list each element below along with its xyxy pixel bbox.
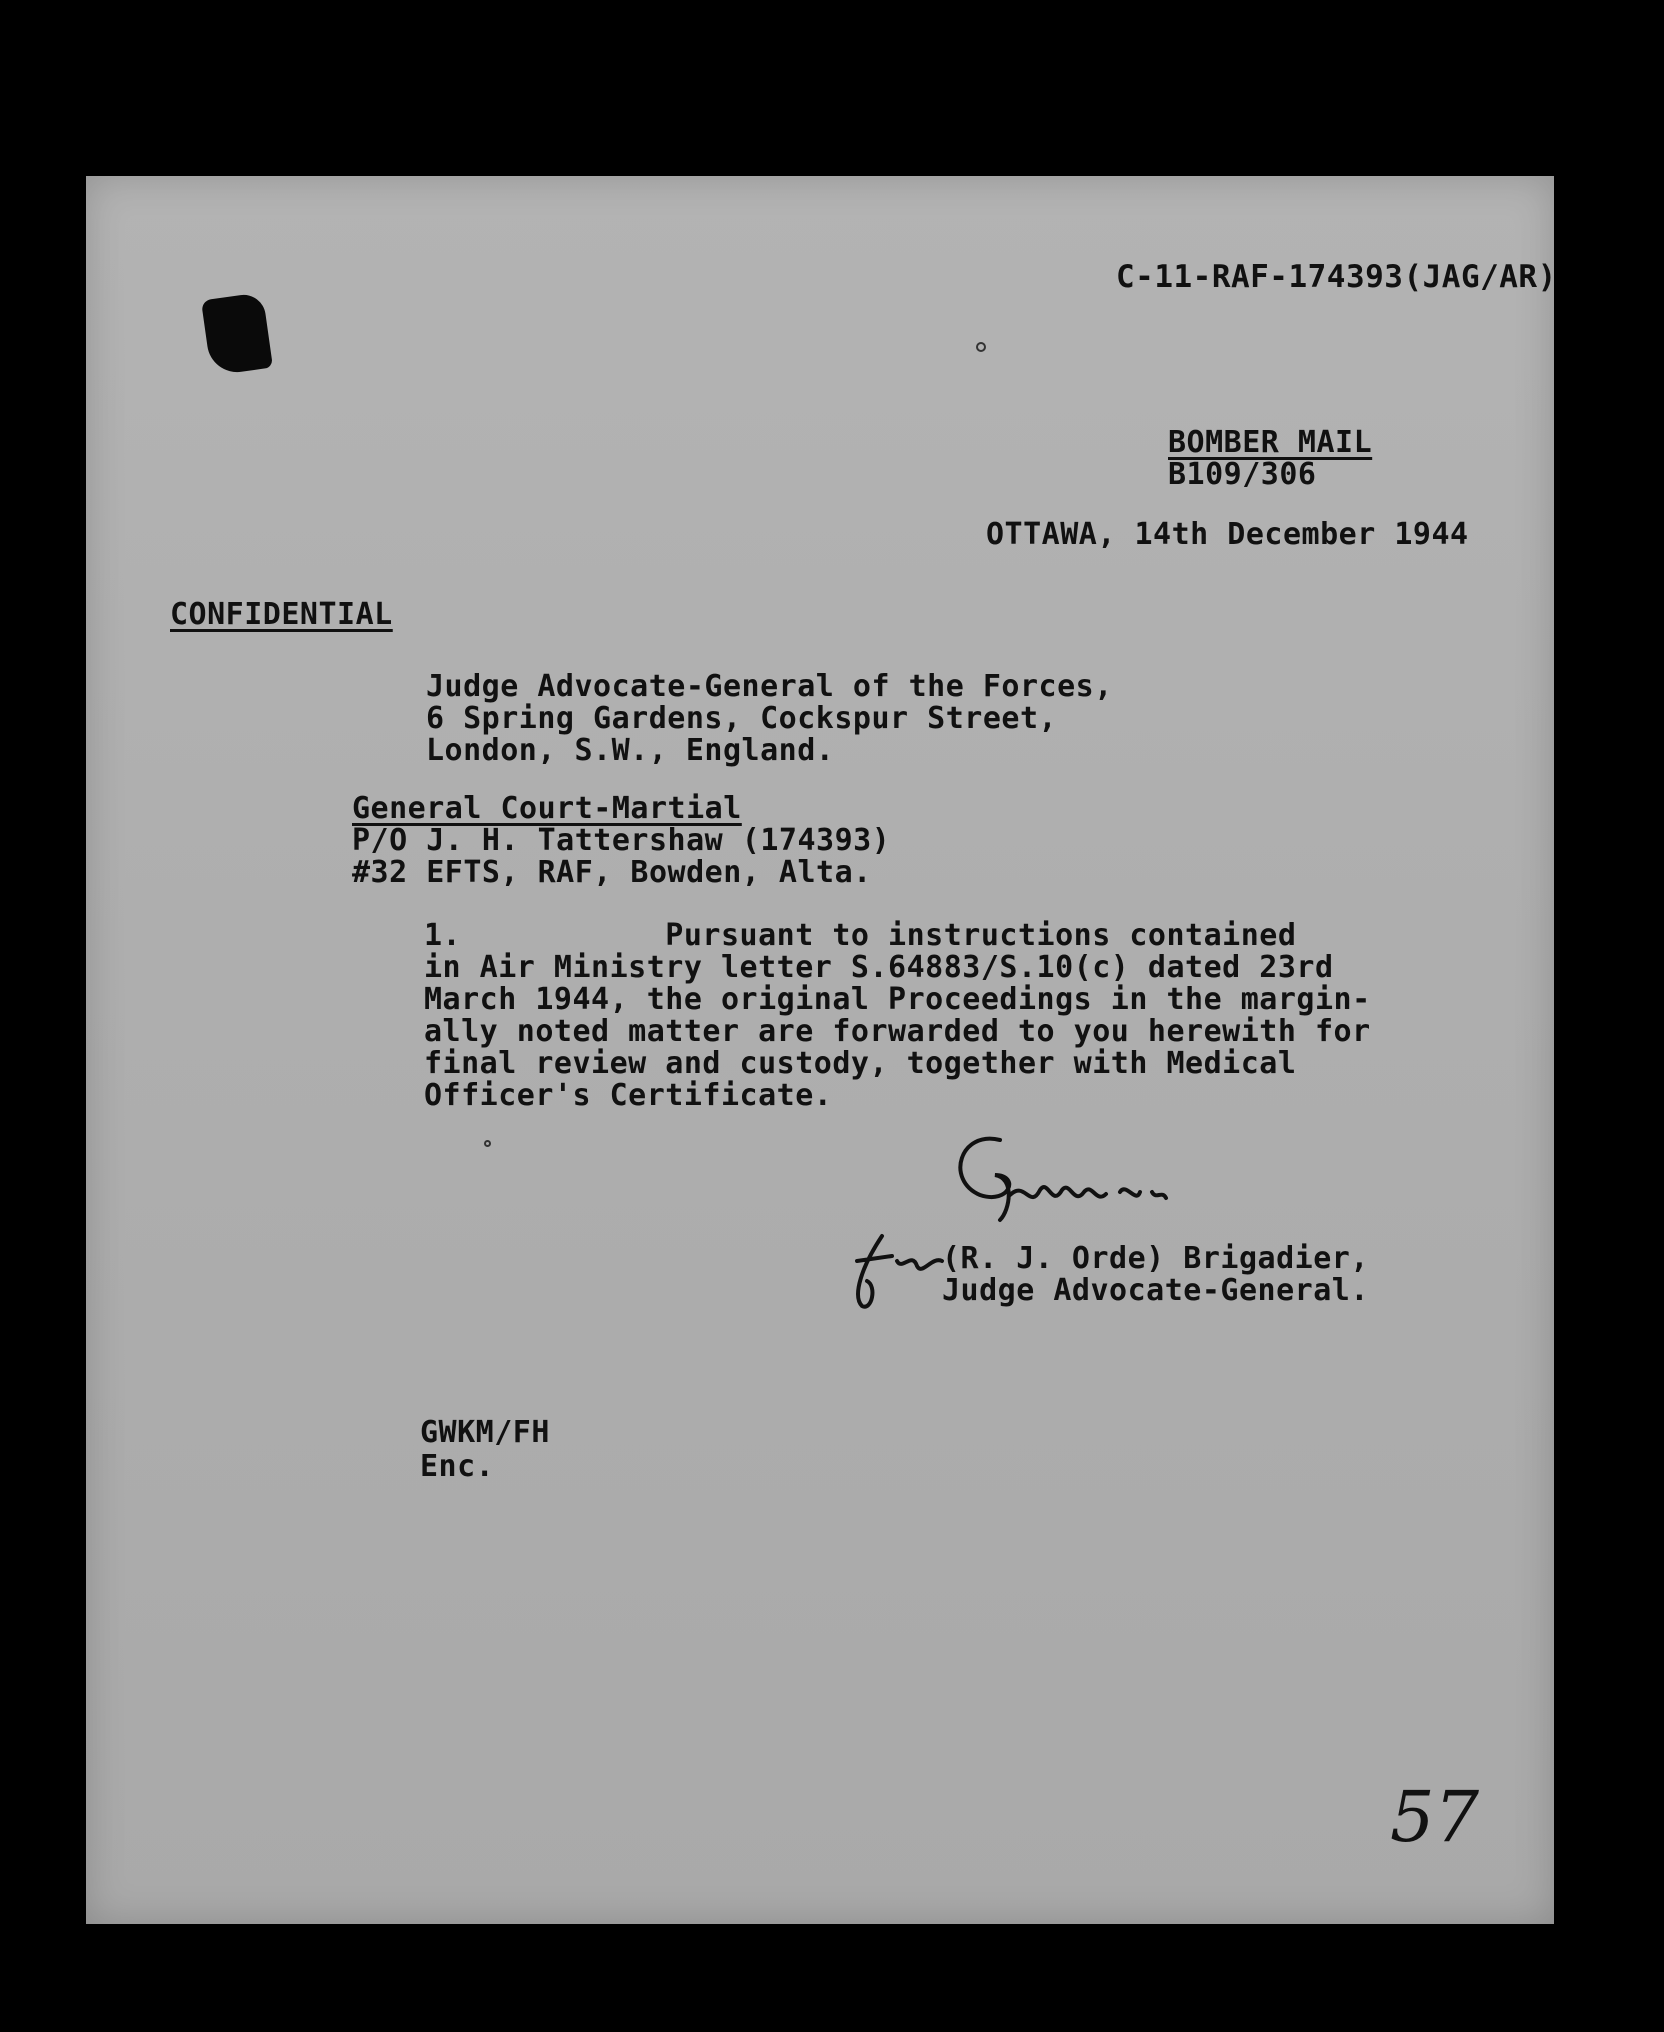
- handwritten-signature: [940, 1120, 1240, 1230]
- mail-reference: B109/306: [1168, 457, 1317, 492]
- body-line: ally noted matter are forwarded to you herewith for: [424, 1014, 1371, 1049]
- subject-line: P/O J. H. Tattershaw (174393): [352, 823, 891, 858]
- stray-mark: [976, 342, 986, 352]
- body-line: 1. Pursuant to instructions contained: [424, 918, 1297, 953]
- signatory-name: (R. J. Orde) Brigadier,: [942, 1241, 1369, 1276]
- body-line: final review and custody, together with Medical: [424, 1046, 1297, 1081]
- subject-line: #32 EFTS, RAF, Bowden, Alta.: [352, 855, 872, 890]
- reference-initials: GWKM/FH: [420, 1415, 550, 1450]
- signatory-title: Judge Advocate-General.: [942, 1273, 1369, 1308]
- page-number: 57: [1390, 1776, 1480, 1858]
- mail-line: BOMBER MAIL: [1168, 425, 1373, 460]
- subject-title: General Court-Martial: [352, 791, 742, 826]
- body-line: in Air Ministry letter S.64883/S.10(c) dated 23rd: [424, 950, 1334, 985]
- addressee-line: Judge Advocate-General of the Forces,: [426, 669, 1113, 704]
- addressee-line: 6 Spring Gardens, Cockspur Street,: [426, 701, 1058, 736]
- file-reference: C-11-RAF-174393(JAG/AR): [1116, 259, 1557, 295]
- enclosure-note: Enc.: [420, 1449, 495, 1484]
- classification: CONFIDENTIAL: [170, 597, 393, 632]
- stray-mark: [484, 1140, 491, 1147]
- addressee-line: London, S.W., England.: [426, 733, 835, 768]
- handwritten-for: [842, 1226, 952, 1316]
- place-date: OTTAWA, 14th December 1944: [986, 517, 1469, 552]
- body-line: Officer's Certificate.: [424, 1078, 833, 1113]
- body-line: March 1944, the original Proceedings in the margin-: [424, 982, 1371, 1017]
